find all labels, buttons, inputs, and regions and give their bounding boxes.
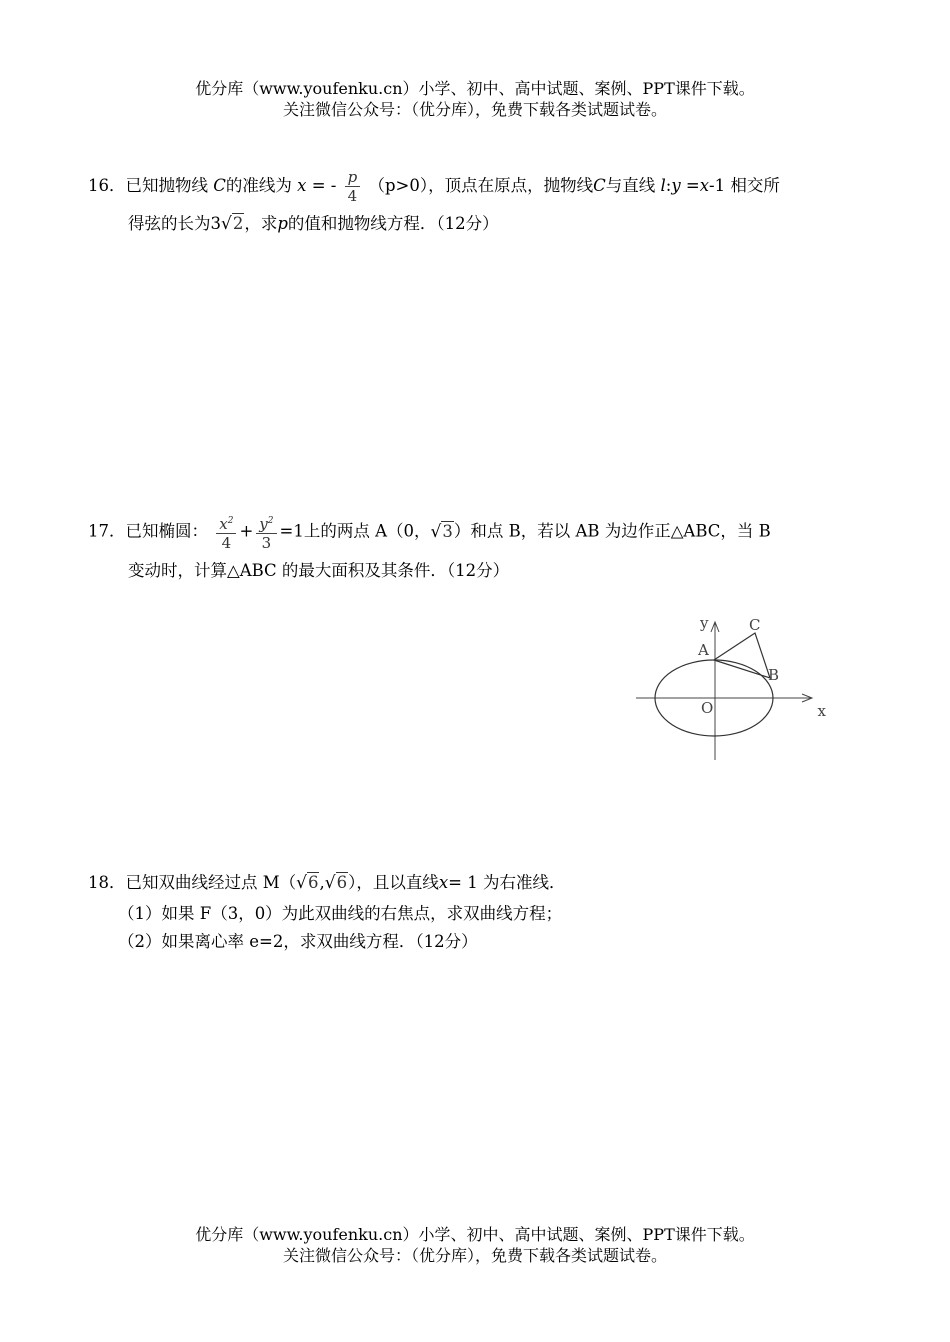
fraction-x2-over-4: $\frac{x^2}{4}$ [216, 512, 236, 552]
fraction-p-over-4: $\frac{p}{4}$ [345, 168, 361, 205]
ellipse-triangle-figure [630, 610, 830, 765]
question-16-line-1: 16．已知抛物线 C的准线为 x = - $\frac{p}{4}$ （p>0），顶点在原点，抛物线C与直线 l:y =x-1 相交所 [88, 168, 780, 205]
question-18-sub-1: （1）如果 F（3，0）为此双曲线的右焦点，求双曲线方程； [118, 904, 563, 923]
label-origin: O [701, 699, 714, 717]
fraction-y2-over-3: $\frac{y^2}{3}$ [256, 512, 276, 552]
footer-line-1: 优分库（www.youfenku.cn）小学、初中、高中试题、案例、PPT课件下载。 [195, 1225, 755, 1244]
label-b: B [768, 666, 780, 684]
sqrt-2: √2 [221, 214, 244, 234]
question-18-number: 18． [88, 873, 126, 892]
question-17-number: 17． [88, 521, 126, 541]
label-c: C [749, 616, 761, 634]
header-line-1: 优分库（www.youfenku.cn）小学、初中、高中试题、案例、PPT课件下载。 [195, 79, 755, 98]
triangle-abc [714, 633, 770, 678]
question-17-line-2: 变动时，计算△ABC 的最大面积及其条件．（12分） [128, 561, 510, 580]
label-a: A [698, 641, 709, 659]
sqrt-6-b: √6 [324, 873, 348, 893]
header-line-2: 关注微信公众号：（优分库），免费下载各类试题试卷。 [282, 100, 667, 119]
label-x: x [817, 702, 826, 720]
question-16-line-2: 得弦的长为3√2，求p的值和抛物线方程．（12分） [128, 214, 499, 234]
question-17-line-1: 17．已知椭圆： $\frac{x^2}{4}$ + $\frac{y^2}{3}$ =1上的两点 A（0，√3）和点 B，若以 AB 为边作正△ABC，当 B [88, 512, 771, 552]
question-18-line-1: 18．已知双曲线经过点 M（√6,√6），且以直线x= 1 为右准线． [88, 873, 566, 893]
footer-line-2: 关注微信公众号：（优分库），免费下载各类试题试卷。 [282, 1246, 667, 1265]
sqrt-6-a: √6 [296, 873, 319, 893]
label-y: y [700, 614, 709, 632]
question-16-number: 16． [88, 176, 126, 195]
question-18-sub-2: （2）如果离心率 e=2，求双曲线方程．（12分） [118, 932, 478, 951]
sqrt-3: √3 [430, 521, 453, 542]
